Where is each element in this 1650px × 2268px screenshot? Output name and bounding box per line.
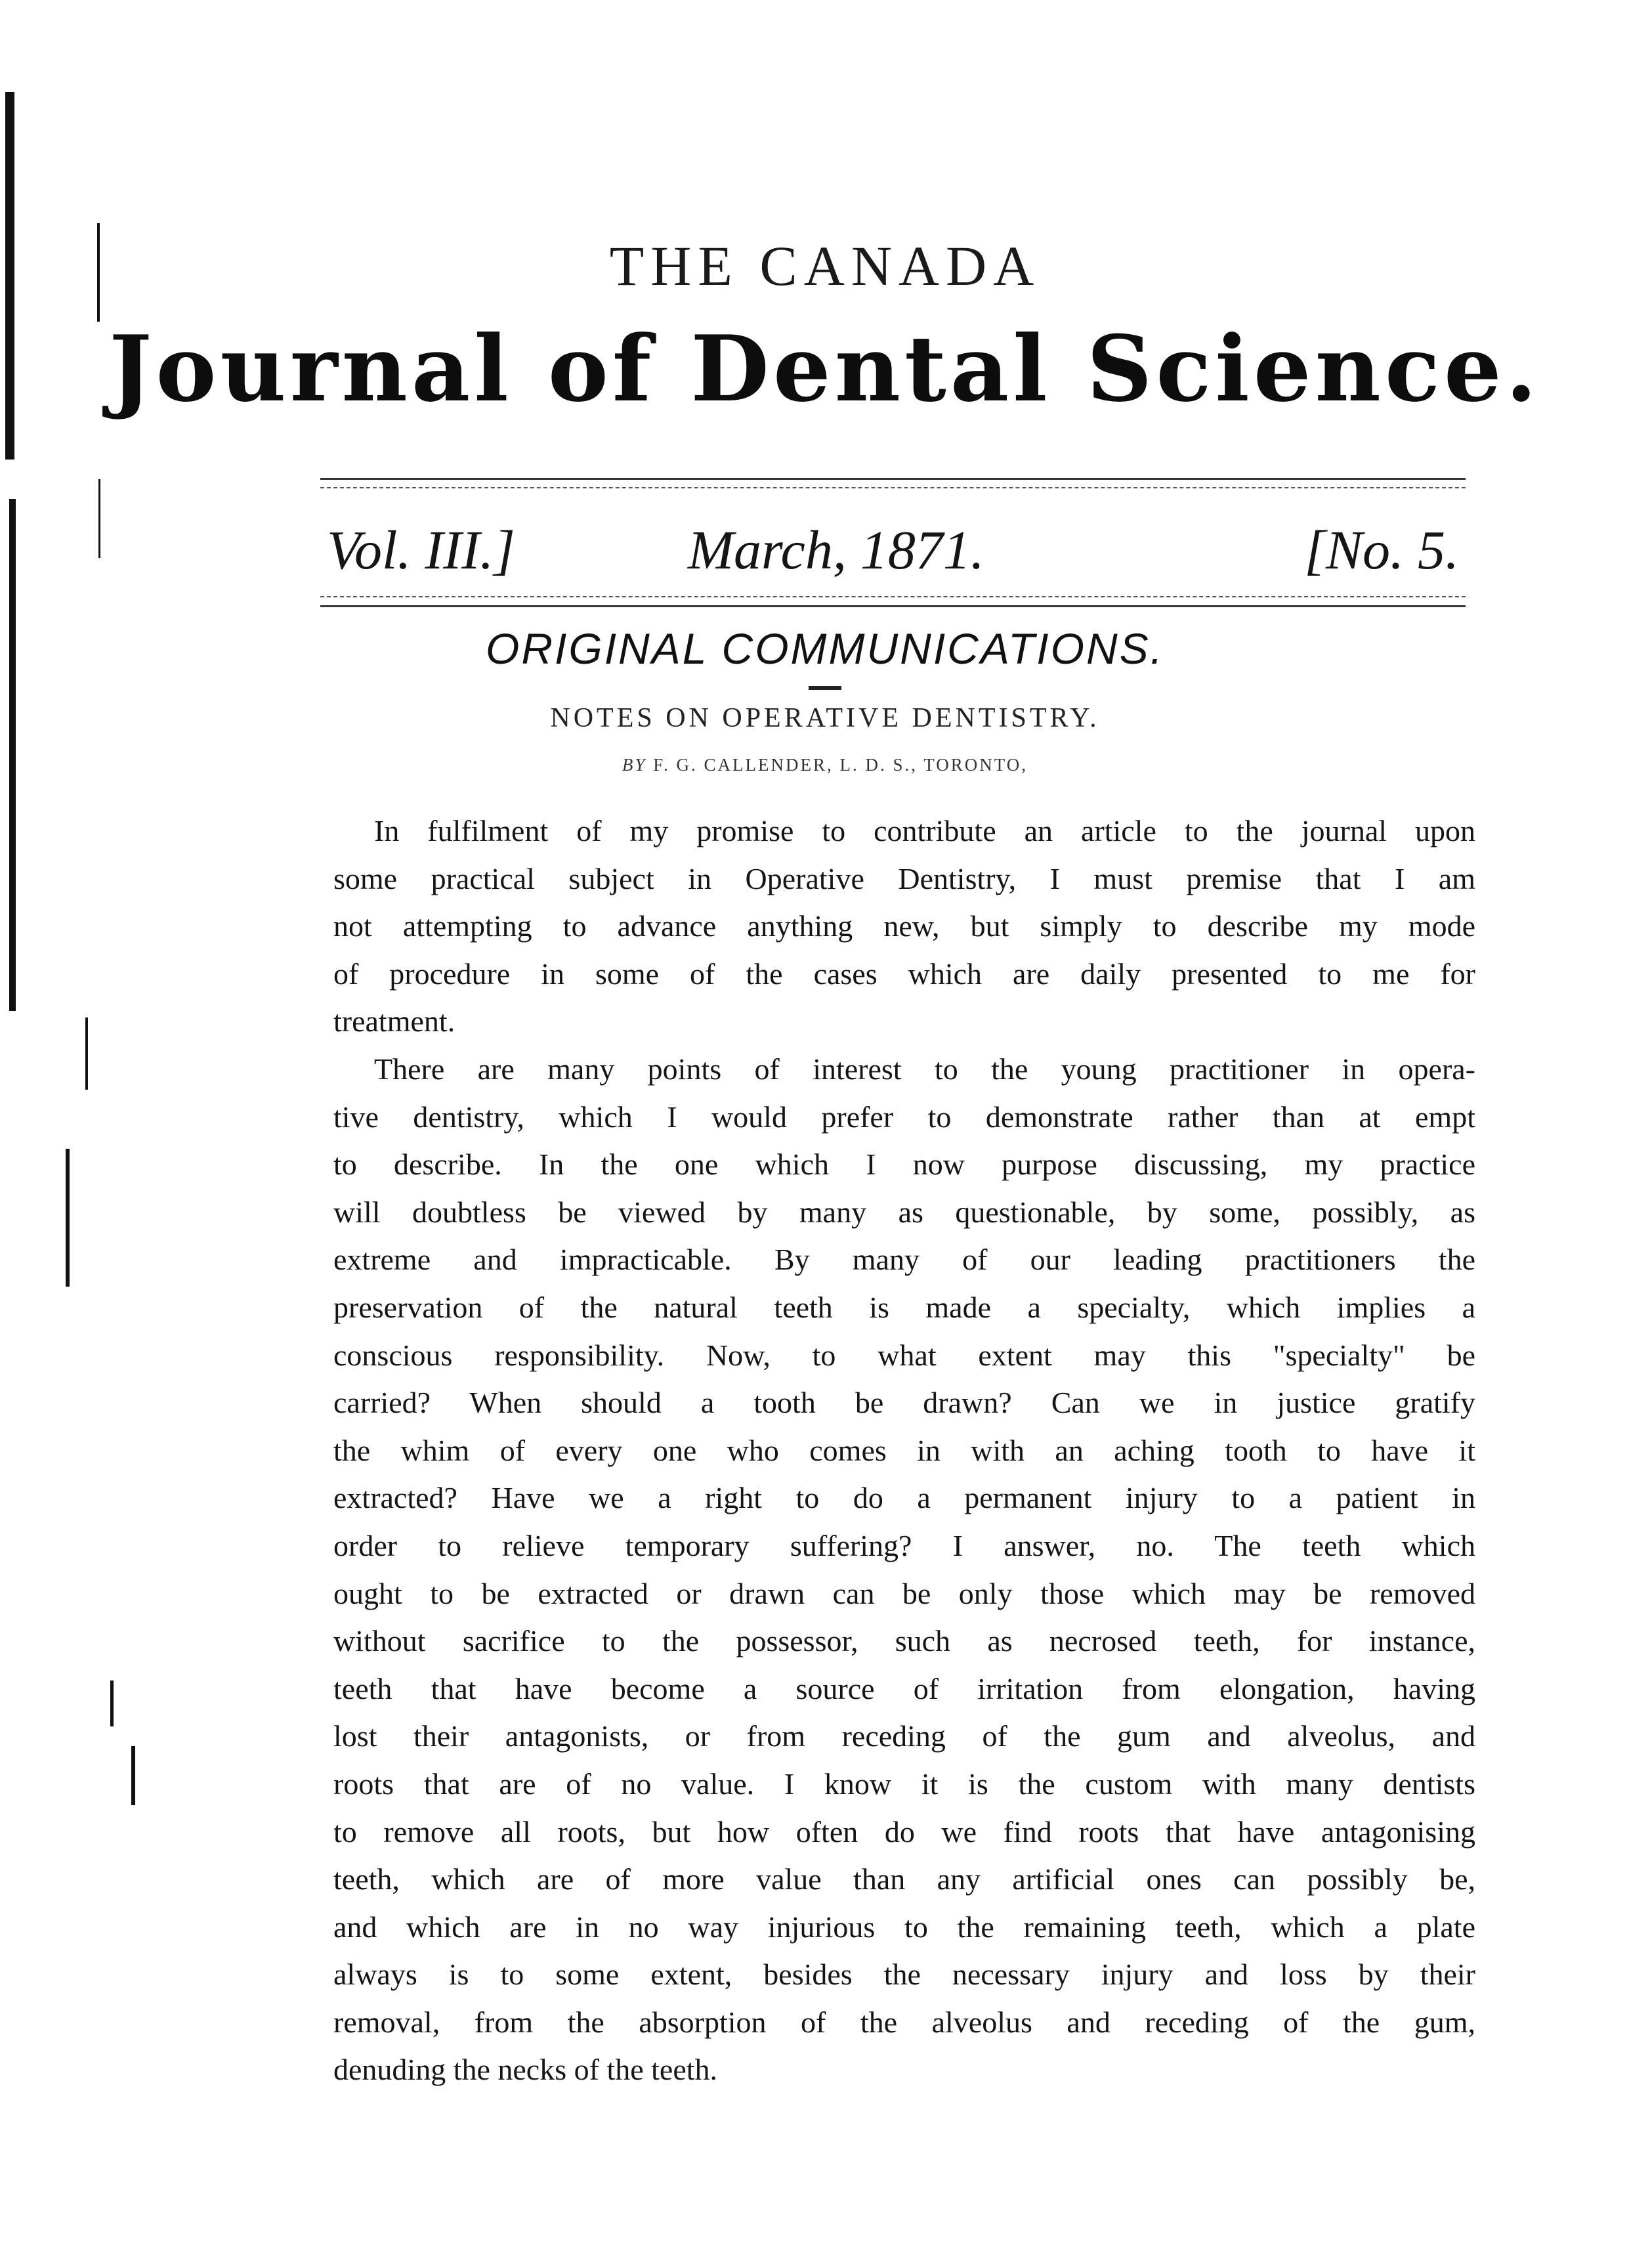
- masthead-rule: [320, 478, 1466, 480]
- text-line: not attempting to advance anything new, but simply to describe my mode: [333, 909, 1475, 943]
- masthead-rule-thin: [320, 487, 1466, 488]
- text-line: to describe. In the one which I now purpose discussing, my practice: [333, 1147, 1475, 1182]
- text-line: some practical subject in Operative Dentistry, I must premise that I am: [333, 861, 1475, 895]
- issue-number: [No. 5.: [1304, 520, 1459, 581]
- text-line: preservation of the natural teeth is made a specialty, which implies a: [333, 1290, 1475, 1324]
- byline-author: F. G. CALLENDER, L. D. S., TORONTO,: [653, 755, 1028, 775]
- binding-edge-mark: [85, 1017, 88, 1090]
- text-line: denuding the necks of the teeth.: [333, 2053, 718, 2087]
- article-byline: [0, 755, 1650, 775]
- text-line: lost their antagonists, or from receding of the gum and alveolus, and: [333, 1719, 1475, 1753]
- issue-date: March, 1871.: [688, 520, 984, 581]
- paragraph-1: [333, 807, 1475, 1046]
- article-title: NOTES ON OPERATIVE DENTISTRY.: [550, 703, 1100, 733]
- issue-rule-thin: [320, 596, 1466, 597]
- binding-edge-mark: [131, 1746, 135, 1805]
- masthead-title: THE CANADA: [609, 234, 1041, 297]
- binding-edge-mark: [98, 479, 100, 558]
- text-line: In fulfilment of my promise to contribute an article to the journal upon: [374, 814, 1475, 847]
- section-heading: ORIGINAL COMMUNICATIONS.: [486, 624, 1164, 673]
- text-line: to remove all roots, but how often do we find roots that have antagonising: [333, 1814, 1475, 1849]
- text-line: teeth that have become a source of irritation from elongation, having: [333, 1671, 1475, 1705]
- issue-info-row: [320, 519, 1466, 591]
- byline-prefix: BY: [622, 755, 647, 775]
- text-line: tive dentistry, which I would prefer to demonstrate rather than at empt: [333, 1100, 1475, 1134]
- text-line: teeth, which are of more value than any artificial ones can possibly be,: [333, 1862, 1475, 1896]
- text-line: without sacrifice to the possessor, such as necrosed teeth, for instance,: [333, 1624, 1475, 1658]
- text-line: treatment.: [333, 1004, 455, 1038]
- text-line: There are many points of interest to the young practitioner in opera-: [374, 1052, 1475, 1086]
- binding-edge-mark: [110, 1680, 114, 1726]
- text-line: the whim of every one who comes in with an aching tooth to have it: [333, 1433, 1475, 1467]
- volume-label: Vol. III.]: [327, 520, 515, 581]
- text-line: order to relieve temporary suffering? I answer, no. The teeth which: [333, 1528, 1475, 1562]
- issue-rule: [320, 605, 1466, 607]
- text-line: ought to be extracted or drawn can be only those which may be removed: [333, 1576, 1475, 1610]
- text-line: extreme and impracticable. By many of our leading practitioners the: [333, 1243, 1475, 1277]
- text-line: of procedure in some of the cases which are daily presented to me for: [333, 956, 1475, 991]
- text-line: removal, from the absorption of the alveolus and receding of the gum,: [333, 2005, 1475, 2039]
- journal-name: Journal of Dental Science.: [109, 315, 1541, 422]
- text-line: and which are in no way injurious to the remaining teeth, which a plate: [333, 1910, 1475, 1944]
- text-line: always is to some extent, besides the necessary injury and loss by their: [333, 1958, 1475, 1992]
- text-line: carried? When should a tooth be drawn? Can we in justice gratify: [333, 1386, 1475, 1420]
- text-line: will doubtless be viewed by many as questionable, by some, possibly, as: [333, 1195, 1475, 1229]
- binding-edge-mark: [66, 1149, 70, 1287]
- section-divider: [809, 686, 841, 690]
- paragraph-2: [333, 1046, 1475, 2094]
- text-line: roots that are of no value. I know it is the custom with many dentists: [333, 1766, 1475, 1801]
- text-line: extracted? Have we a right to do a permanent injury to a patient in: [333, 1481, 1475, 1515]
- text-line: conscious responsibility. Now, to what extent may this "specialty" be: [333, 1338, 1475, 1372]
